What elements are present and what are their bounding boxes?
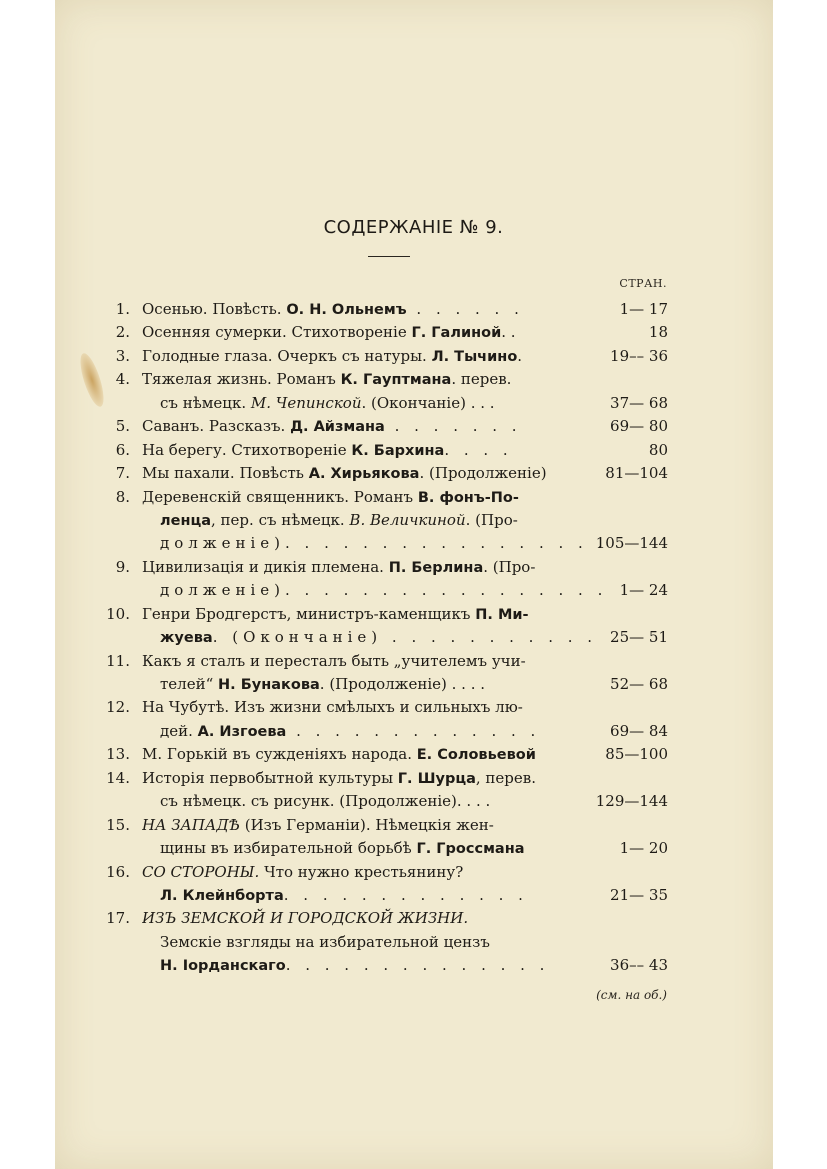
toc-entry-line (104, 650, 668, 673)
entry-text-part: долженіе). . . . . . . . . . . . . . . . . (160, 534, 608, 553)
entry-text (142, 603, 578, 627)
toc-entry-line (104, 696, 668, 719)
entry-number: 10. (106, 604, 130, 623)
entry-text-part: Генри Бродгерстъ, министръ-каменщикъ (142, 604, 476, 623)
toc-entry-line (104, 790, 668, 813)
toc-entry-line (104, 509, 668, 532)
toc-entry-line (104, 743, 668, 766)
toc-entry-line (104, 603, 668, 626)
toc-entry-line (104, 673, 668, 696)
entry-text-part: Мы пахали. Повѣсть (142, 464, 309, 483)
italic-text: В. Величкиной (349, 510, 466, 529)
toc-entry-line (104, 837, 668, 860)
entry-number: 15. (106, 815, 130, 834)
entry-pages: 25— 51 (610, 628, 668, 647)
entry-text-part: Деревенскій священникъ. Романъ (142, 487, 418, 506)
entry-pages: 129—144 (595, 792, 668, 811)
entry-text-part: , пер. съ нѣмецк. (211, 510, 350, 529)
entry-pages: 105—144 (595, 534, 668, 553)
author-name: К. Гауптмана (340, 372, 452, 389)
entry-text (142, 368, 578, 392)
entry-number: 16. (106, 862, 130, 881)
entry-number: 12. (106, 698, 130, 717)
entry-number: 2. (115, 323, 130, 342)
page-title: СОДЕРЖАНІЕ № 9. (323, 217, 504, 238)
toc-entry-line (104, 368, 668, 391)
entry-text-part: Земскіе взгляды на избирательной цензъ (160, 932, 490, 951)
entry-pages: 19–– 36 (610, 346, 668, 365)
entry-pages: 81—104 (605, 464, 668, 483)
entry-pages: 37— 68 (610, 393, 668, 412)
entry-text (142, 298, 578, 322)
pages-column-header: СТРАН. (619, 277, 667, 290)
author-name: А. Хирьякова (308, 466, 420, 483)
entry-pages: 85—100 (605, 745, 668, 764)
entry-text-part: (Изъ Германіи). Нѣмецкія жен- (239, 815, 494, 834)
author-name: ленца (160, 512, 212, 529)
entry-text (142, 556, 578, 580)
entry-pages: 69— 84 (610, 721, 668, 740)
author-name: К. Бархина (351, 442, 445, 459)
toc-entry-line (104, 345, 668, 368)
entry-number: 9. (115, 557, 130, 576)
entry-text (160, 509, 578, 533)
author-name: Н. Іорданскаго (160, 958, 286, 975)
entry-text (142, 650, 578, 673)
author-name: Д. Айзмана (290, 419, 385, 436)
entry-number: 11. (106, 651, 130, 670)
toc-entry-line (104, 626, 668, 649)
entry-text-part: На берегу. Стихотвореніе (142, 440, 352, 459)
entry-text-part: съ нѣмецк. съ рисунк. (Продолженіе). . . . (160, 792, 491, 811)
entry-text (142, 439, 578, 463)
italic-text: М. Чепинской (250, 393, 362, 412)
entry-text (142, 907, 578, 930)
toc-entry-line (104, 720, 668, 743)
entry-number: 13. (106, 745, 130, 764)
entry-text-part: щины въ избирательной борьбѣ (160, 839, 417, 858)
entry-text-part: . . . . . . . . . . . . . (283, 885, 528, 904)
entry-text-part: телей“ (160, 675, 219, 693)
entry-text (160, 884, 578, 908)
entry-pages: 18 (648, 323, 668, 342)
entry-text-part: Осенью. Повѣсть. (142, 300, 287, 318)
entry-text-part: М. Горькій въ сужденіяхъ народа. (142, 745, 417, 764)
toc-entry-line (104, 439, 668, 462)
toc-entry-line (104, 556, 668, 579)
entry-number: 8. (115, 487, 130, 506)
entry-text-part: . (Окончаніе) . . . (361, 393, 495, 412)
entry-text-part: . (Про- (465, 510, 518, 529)
entry-text-part: . . . . . . (406, 300, 524, 318)
entry-text-part: Какъ я сталъ и пересталъ быть „учителемъ учи- (142, 651, 526, 670)
entry-number: 14. (106, 768, 130, 787)
entry-text (160, 626, 598, 650)
entry-pages: 36–– 43 (610, 956, 668, 975)
entry-text (160, 720, 578, 744)
entry-text (160, 532, 608, 555)
author-name: П. Ми- (475, 606, 529, 623)
author-name: В. фонъ-По- (417, 489, 519, 506)
author-name: О. Н. Ольнемъ (286, 302, 407, 318)
entry-text-part: . (Продолженіе) . . . . (319, 675, 486, 693)
entry-text (142, 814, 578, 837)
entry-text-part: долженіе). . . . . . . . . . . . . . . . . (160, 581, 608, 600)
entry-text-part: . (Продолженіе) (419, 464, 547, 483)
toc-entry-line (104, 298, 668, 321)
entry-text (160, 931, 578, 954)
entry-text-part: Осенняя сумерки. Стихотвореніе (142, 323, 412, 342)
italic-text: ИЗЪ ЗЕМСКОЙ И ГОРОДСКОЙ ЖИЗНИ. (142, 909, 469, 928)
toc-entry-line (104, 321, 668, 344)
entry-text (142, 696, 578, 719)
toc-entry-line (104, 931, 668, 954)
entry-text (142, 861, 578, 884)
toc-entry-line (104, 532, 668, 555)
italic-text: НА ЗАПАДѢ (142, 815, 240, 834)
entry-text-part: На Чубутѣ. Изъ жизни смѣлыхъ и сильныхъ лю- (142, 698, 523, 717)
entry-text (142, 345, 578, 369)
entry-text (142, 767, 578, 791)
toc-entry-line (104, 392, 668, 415)
entry-pages: 69— 80 (610, 417, 668, 436)
entry-text-part: Саванъ. Разсказъ. (142, 417, 291, 436)
toc-entry-line (104, 462, 668, 485)
author-name: П. Берлина (388, 559, 484, 576)
entry-number: 6. (115, 440, 130, 459)
entry-text (142, 462, 578, 486)
author-name: Г. Галиной (411, 325, 502, 342)
entry-text-part: Цивилизація и дикія племена. (142, 557, 389, 576)
entry-text-part: дей. (160, 721, 198, 740)
entry-pages: 80 (648, 440, 668, 459)
entry-text (160, 837, 578, 861)
author-name: жуева (160, 630, 213, 647)
entry-number: 17. (106, 909, 130, 928)
author-name: Г. Гроссмана (416, 841, 525, 858)
toc-entry-line (104, 486, 668, 509)
author-name: Л. Клейнборта (160, 887, 284, 904)
entry-text-part: . . (501, 323, 516, 342)
entry-pages: 1— 24 (619, 581, 668, 600)
entry-text (160, 673, 578, 697)
entry-text (142, 415, 578, 439)
entry-text-part: Исторія первобытной культуры (142, 768, 398, 787)
entry-number: 3. (115, 346, 130, 365)
toc-entry-line (104, 814, 668, 837)
table-of-contents (104, 298, 668, 978)
entry-text (142, 743, 578, 767)
entry-number: 1. (115, 300, 130, 318)
italic-text: СО СТОРОНЫ. (142, 862, 260, 881)
entry-text (160, 790, 578, 813)
continued-note: (см. на об.) (596, 988, 667, 1002)
entry-number: 7. (115, 464, 130, 483)
entry-text-part: Голодные глаза. Очеркъ съ натуры. (142, 346, 432, 365)
toc-entry-line (104, 884, 668, 907)
entry-text-part: . . . . . . . . . . . . . (286, 721, 541, 740)
entry-pages: 52— 68 (610, 675, 668, 693)
entry-text-part: Что нужно крестьянину? (259, 862, 464, 881)
author-name: Г. Шурца (397, 770, 476, 787)
entry-text-part: . . . . . . . (384, 417, 522, 436)
entry-text-part: . (Окончаніе) . . . . . . . . . . . (212, 628, 598, 647)
entry-text-part: . (Про- (483, 557, 536, 576)
entry-text-part: . . . . (444, 440, 513, 459)
author-name: Н. Бунакова (218, 677, 320, 693)
author-name: Е. Соловьевой (416, 747, 536, 764)
toc-entry-line (104, 907, 668, 930)
entry-pages: 1— 20 (619, 839, 668, 858)
author-name: Л. Тычино (431, 348, 518, 365)
entry-number: 5. (115, 417, 130, 436)
entry-text-part: , перев. (475, 768, 536, 787)
entry-pages: 21— 35 (610, 885, 668, 904)
entry-text-part: . перев. (451, 370, 512, 389)
entry-pages: 1— 17 (619, 300, 668, 318)
entry-text (142, 486, 578, 510)
entry-text-part: . . . . . . . . . . . . . . (285, 956, 550, 975)
entry-text-part: . (517, 346, 523, 365)
toc-entry-line (104, 767, 668, 790)
entry-text (142, 321, 578, 345)
entry-text (160, 392, 578, 415)
toc-entry-line (104, 415, 668, 438)
entry-text (160, 579, 608, 602)
author-name: А. Изгоева (197, 723, 287, 740)
toc-entry-line (104, 861, 668, 884)
entry-text-part: съ нѣмецк. (160, 393, 251, 412)
title-rule (368, 256, 410, 257)
toc-entry-line (104, 579, 668, 602)
entry-number: 4. (115, 370, 130, 389)
entry-text (160, 954, 578, 978)
toc-entry-line (104, 954, 668, 977)
entry-text-part: Тяжелая жизнь. Романъ (142, 370, 341, 389)
